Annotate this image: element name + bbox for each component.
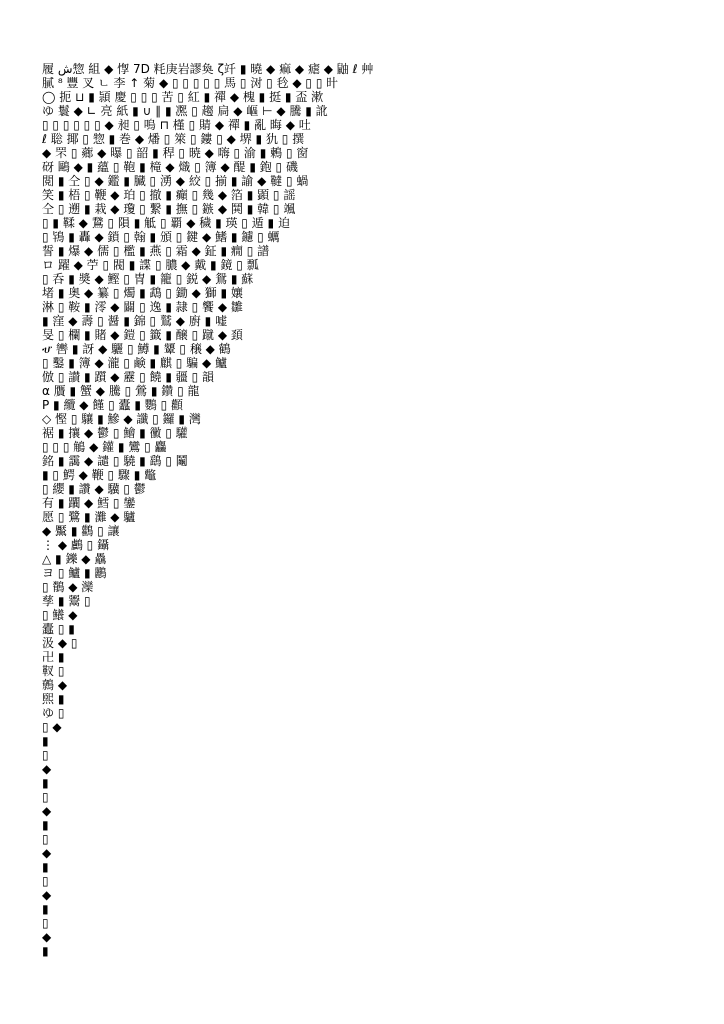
- text-line: α 贋 ▮ 蟹 ◆ 騰 ▯ 鶯 ▮ 鑽 ▯ 龍: [42, 384, 200, 398]
- text-line: ▯ 鶺 ◆ 灤: [42, 580, 94, 594]
- text-line: ◆: [42, 846, 52, 860]
- text-line: ▮: [42, 860, 49, 874]
- text-line: 孳 ▮ 鬻 ▯: [42, 594, 91, 608]
- text-line: ◯ 扼 ⊔ ▮ 頴 慶 ▯ ▯ ▯ 苦 ▯ 紅 ▮ 禪 ◆ 槐 ▮ 挺 ▮ 盃 漱: [42, 90, 324, 104]
- text-line: ▯ ▮ 鞣 ◆ 鵞 ▯ 隕 ▮ 觝 ▯ 覇 ◆ 穢 ▮ 瑛 ▯ 遁 ▮ 迫: [42, 216, 290, 230]
- text-line: 膩 ⁸ 豐 叉 ㄴ 李 ↑ 菊 ◆ ▯ ▯ ▯ ▯ ▯ 馬 ▯ 㳔 ▯ 㲐 ◆ ▯ ▯ 旪: [42, 76, 339, 90]
- text-line: ◆: [42, 804, 52, 818]
- text-line: ▯ 鴇 ▮ 轟 ◆ 鎖 ▯ 翰 ▮ 頒 ▯ 鍵 ◆ 鰭 ▮ 鑢 ▯ 蠣: [42, 230, 280, 244]
- text-line: ▮ ▯ 鰐 ◆ 鞭 ▯ 驟 ▮ 鼈: [42, 468, 157, 482]
- text-line: 閲 ▮ 仝 ▯ ◆ 鑑 ▮ 臓 ▯ 湧 ◆ 絞 ▯ 揃 ▮ 諭 ◆ 韃 ▯ 蝸: [42, 174, 309, 188]
- text-line: 仝 ▯ 遡 ▮ 栽 ◆ 瓊 ▯ 繋 ▮ 撫 ▯ 鏃 ◆ 鬨 ▮ 韓 ▯ 颯: [42, 202, 296, 216]
- text-line: ◆ 罘 ▯ 薌 ◆ 曝 ▯ 韶 ▮ 稈 ▯ 暁 ◆ 嗨 ▯ 渝 ▮ 鶫 ▯ 窗: [42, 146, 309, 160]
- text-line: P ▮ 纜 ◆ 饉 ▯ 蠹 ▮ 鸚 ▯ 顴: [42, 398, 184, 412]
- text-line: ▮: [42, 776, 49, 790]
- text-line: 淋 ▯ 鞍 ▮ 澪 ◆ 闢 ▯ 逸 ▮ 隷 ▯ 饗 ◆ 雛: [42, 300, 243, 314]
- text-line: ▯ 呑 ▮ 奬 ◆ 鰹 ▯ 冑 ▮ 籠 ▯ 鋭 ◆ 鴛 ▮ 蘇: [42, 272, 254, 286]
- text-line: 履 ش惣 組 ◆ 惸 7D 粍庚岩謬奐 ζ竏 ▮ 曉 ◆ 痲 ◆ 瘧 ◆ 鼬 ℓ 艸: [42, 62, 374, 76]
- text-line: ◆: [42, 762, 52, 776]
- text-line: 靫 ▯: [42, 664, 65, 678]
- text-line: ◇ 慳 ▯ 驤 ▮ 鰺 ◆ 讖 ▯ 鑼 ▮ 灣: [42, 412, 201, 426]
- text-line: ▯: [42, 874, 49, 888]
- text-line: 銘 ▮ 靄 ◆ 譴 ▯ 驍 ▮ 鷂 ▯ 鬮: [42, 454, 188, 468]
- text-line: ሇ 轡 ▮ 訝 ◆ 驪 ▯ 鱒 ▮ 顰 ▯ 穣 ◆ 鶴: [42, 342, 231, 356]
- text-line: 鷯 ◆: [42, 678, 68, 692]
- text-line: ◆ 黶 ▮ 鸛 ▯ 讓: [42, 524, 120, 538]
- text-line: 汲 ◆ ▯: [42, 636, 78, 650]
- text-line: 愿 ▯ 鷺 ▮ 灘 ◆ 驢: [42, 510, 136, 524]
- text-line: ▮: [42, 902, 49, 916]
- text-line: ▯ 鱶 ◆: [42, 608, 78, 622]
- text-line: 旻 ▯ 欄 ▮ 賭 ◆ 鎧 ▯ 籤 ▮ 醸 ▯ 蹴 ◆ 頚: [42, 328, 243, 342]
- text-line: ℓ 聡 揶 ▯ 惣 ▮ 巻 ◆ 燔 ▯ 箂 ▯ 鏤 ▯ ◆ 堺 ▮ 犰 ▯ 撰: [42, 132, 305, 146]
- text-line: 砑 鷗 ◆ ▮ 蘊 ▯ 鞄 ▮ 槞 ◆ 熾 ▯ 簿 ◆ 醍 ▮ 鉋 ▯ 磯: [42, 160, 298, 174]
- text-line: ▮: [42, 734, 49, 748]
- text-line: ▯: [42, 832, 49, 846]
- text-line: 笑 ▮ 梧 ▯ 鞭 ◆ 珀 ▯ 撤 ▮ 癲 ▯ 幾 ◆ 箔 ▮ 顕 ▯ 謡: [42, 188, 296, 202]
- text-line: ヨ ▯ 鱸 ▮ 鸝: [42, 566, 107, 580]
- text-line: ロ 躍 ◆ 苧 ▯ 閥 ▮ 諜 ▯ 膿 ◆ 戴 ▮ 鏡 ▯ 瓢: [42, 258, 259, 272]
- text-line: ▮: [42, 944, 49, 958]
- text-line: ◆: [42, 888, 52, 902]
- text-line: 誓 ▮ 爆 ◆ 儒 ▯ 檻 ▮ 燕 ▯ 霜 ◆ 鉦 ▮ 癇 ▯ 譜: [42, 244, 270, 258]
- text-line: ▮: [42, 818, 49, 832]
- text-line: ▯: [42, 748, 49, 762]
- text-line: ▯ 纓 ▮ 讚 ◆ 驥 ▯ 鬱: [42, 482, 146, 496]
- text-line: 裾 ▮ 攘 ◆ 鬱 ▯ 鱠 ▮ 黴 ▯ 驩: [42, 426, 188, 440]
- text-line: ▯: [42, 916, 49, 930]
- text-line: ⋮ ◆ 鸕 ▯ 鑷: [42, 538, 110, 552]
- text-line: ▮ 窪 ◆ 壽 ▯ 醤 ▮ 錦 ▯ 鷲 ◆ 廚 ▮ 嘘: [42, 314, 228, 328]
- text-line: 堵 ▮ 奥 ◆ 纂 ▯ 燭 ▮ 鵡 ▯ 鋤 ◆ 獅 ▮ 孃: [42, 286, 243, 300]
- text-line: ▯ 鑿 ▮ 簿 ◆ 瀧 ▯ 鹸 ▮ 麒 ▯ 騙 ◆ 鱸: [42, 356, 228, 370]
- text-line: ▯ ◆: [42, 720, 62, 734]
- text-line: 有 ▮ 躙 ◆ 鱈 ▯ 鑾: [42, 496, 136, 510]
- text-line: ゆ 鬟 ◆ ∟ 亮 紙 ▮ ∪ ∥ ▮ 凞 ▯ 趨 扃 ◆ 嶇 ⊢ ◆ 騰 ▮ 訛: [42, 104, 328, 118]
- text-line: △ ▮ 鑠 ◆ 驫: [42, 552, 107, 566]
- text-line: ▯ ▯ ▯ ▯ ▯ ▯ ◆ 昶 ▯ 嗚 ⊓ 槿 ▯ 䝼 ◆ 禪 ▮ 亂 晦 ◆ 吐: [42, 118, 311, 132]
- text-line: 煕 ▮: [42, 692, 65, 706]
- text-line: ゆ ▯: [42, 706, 65, 720]
- text-line: ▯ ▯ ▯ 鵤 ◆ 鑵 ▮ 鸞 ▯ 麤: [42, 440, 167, 454]
- text-line: 倣 ▯ 讃 ▮ 躓 ◆ 靂 ▯ 饒 ▮ 疆 ▯ 韻: [42, 370, 215, 384]
- text-line: 蠹 ▯ ▮: [42, 622, 75, 636]
- text-line: ◆: [42, 930, 52, 944]
- garbled-text-body: [42, 62, 682, 962]
- text-line: 卍 ▮: [42, 650, 65, 664]
- text-line: ▯: [42, 790, 49, 804]
